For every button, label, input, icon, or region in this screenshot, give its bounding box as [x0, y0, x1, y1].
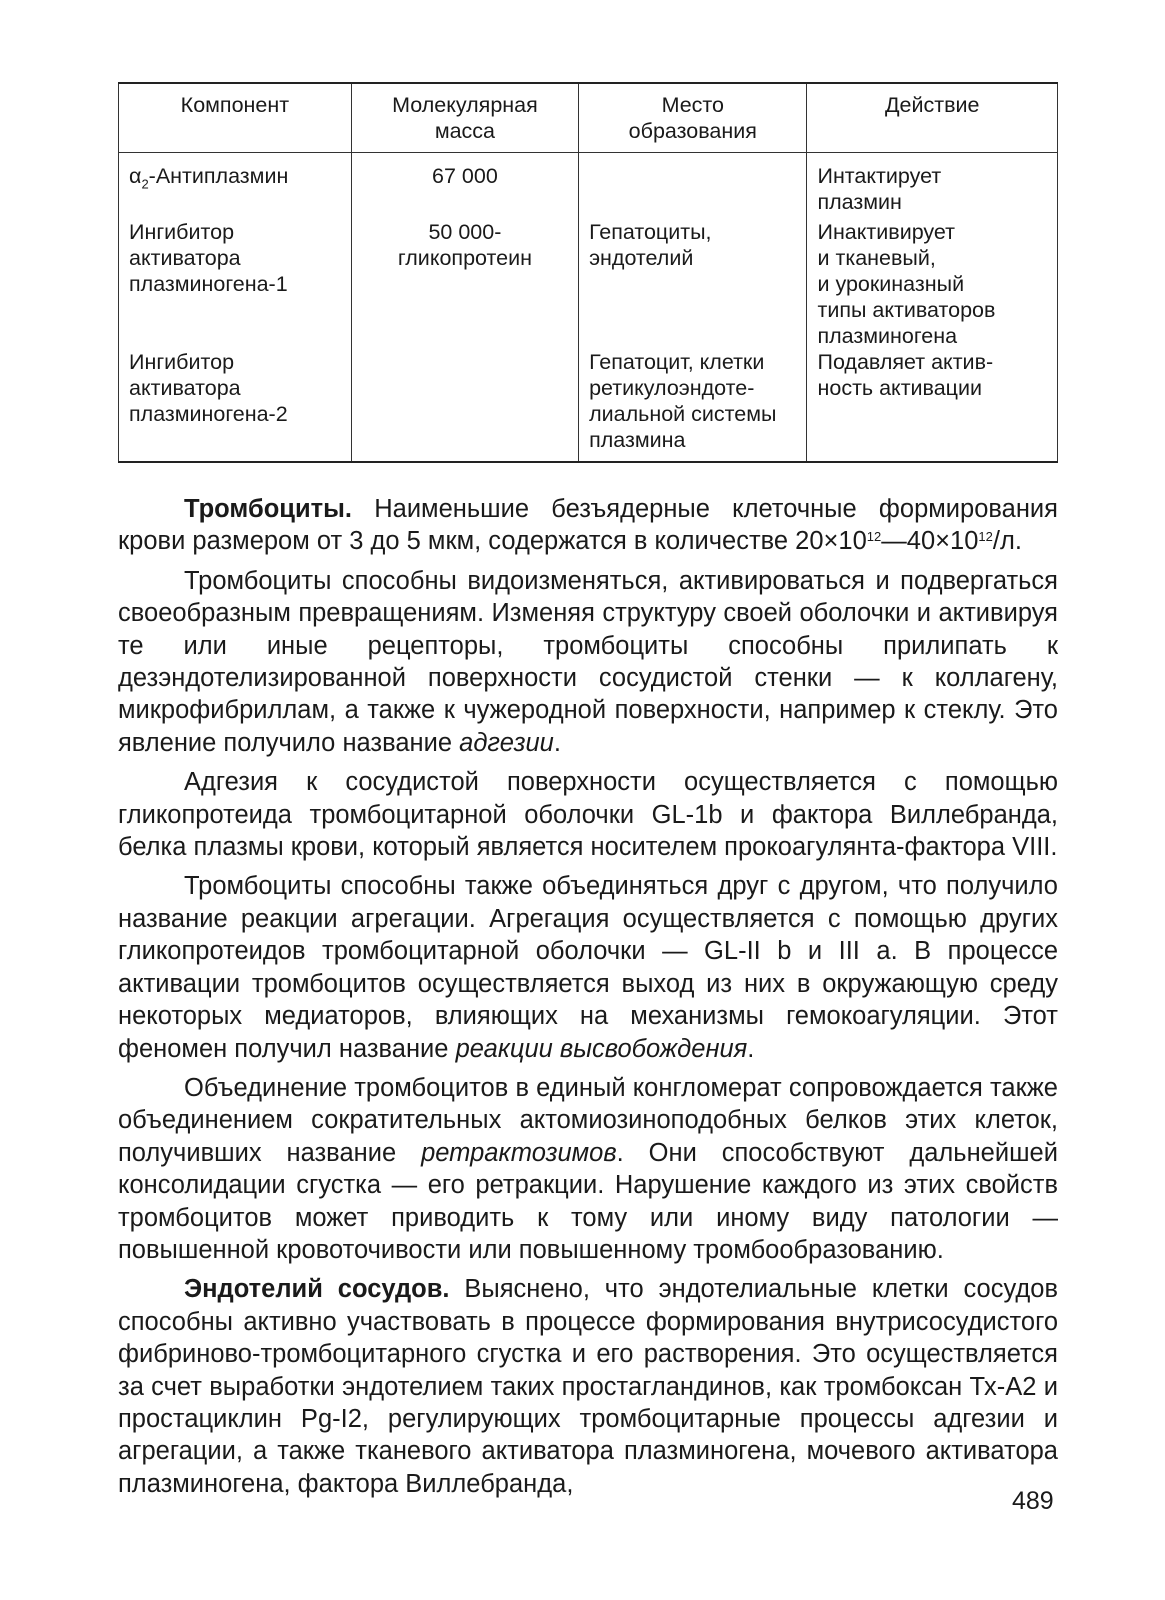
header-action: Действие — [807, 83, 1058, 153]
cell-action: Интактирует плазмин — [807, 153, 1058, 220]
term-retractozymes: ретрактозимов — [421, 1138, 617, 1167]
cell-place: Гепатоциты, эндотелий — [579, 219, 807, 349]
page-number: 489 — [1012, 1487, 1054, 1515]
cell-action: Инактивирует и тканевый, и урокиназный типы активаторов плазминогена — [807, 219, 1058, 349]
section-heading-platelets: Тромбоциты. — [184, 495, 352, 523]
cell-action: Подавляет актив- ность активации — [807, 349, 1058, 462]
header-mass: Молекулярная масса — [351, 83, 578, 153]
cell-mass: 67 000 — [351, 153, 578, 220]
cell-mass: 50 000- гликопротеин — [351, 219, 578, 349]
cell-component: $\alpha_2$-Антиплазмин — [119, 153, 352, 220]
header-component: Компонент — [119, 83, 352, 153]
table-row — [119, 349, 1058, 462]
table-header-row — [119, 83, 1058, 153]
paragraph-adhesion: Тромбоциты способны видоизменяться, активироваться и подвергаться своеобразным превращениям. Изменяя структуру своей оболочки и активируя те или иные рецепторы, тромбоциты способны прилипать к дезэндотелизированной поверхности сосудистой стенки — к коллагену, микрофибриллам, а также к чужеродной поверхности, например к стеклу. Это явление получило название адгезии. — [118, 566, 1058, 757]
term-release-reaction: реакции высвобождения — [455, 1034, 748, 1063]
header-place: Место образования — [579, 83, 807, 153]
table-row — [119, 153, 1058, 220]
paragraph-adhesion-mechanism: Адгезия к сосудистой поверхности осуществляется с помощью гликопротеида тромбоцитарной оболочки GL-1b и фактора Виллебранда, белка плазмы крови, который является носителем прокоагулянта-фактора VIII. — [118, 768, 1058, 862]
cell-component: Ингибитор активатора плазминогена-1 — [119, 219, 352, 349]
body-text — [118, 493, 1058, 1500]
cell-place — [579, 153, 807, 220]
paragraph-retraction: Объединение тромбоцитов в единый конгломерат сопровождается также объединением сократительных актомиозиноподобных белков этих клеток, получивших название ретрактозимов. Они способствуют дальнейшей консолидации сгустка — его ретракции. Нарушение каждого из этих свойств тромбоцитов может приводить к тому или иному виду патологии — повышенной кровоточивости или повышенному тромбообразованию. — [118, 1073, 1058, 1264]
cell-component: Ингибитор активатора плазминогена-2 — [119, 349, 352, 462]
paragraph-aggregation: Тромбоциты способны также объединяться друг с другом, что получило название реакции агрегации. Агрегация осуществляется с помощью других гликопротеидов тромбоцитарной оболочки — GL-II b и III a. В процессе активации тромбоцитов осуществляется выход из них в окружающую среду некоторых медиаторов, влияющих на механизмы гемокоагуляции. Этот феномен получил название реакции высвобождения. — [118, 872, 1058, 1063]
term-adhesion: адгезии — [459, 728, 554, 757]
page-content — [118, 82, 1058, 1507]
fibrinolysis-inhibitors-table — [118, 82, 1058, 463]
cell-place: Гепатоцит, клетки ретикулоэндоте- лиальной системы плазмина — [579, 349, 807, 462]
cell-mass — [351, 349, 578, 462]
table-row — [119, 219, 1058, 349]
section-heading-endothelium: Эндотелий сосудов. — [184, 1275, 450, 1304]
paragraph-platelets: Тромбоциты. Наименьшие безъядерные клеточные формирования крови размером от 3 до 5 мкм, содержатся в количестве $20\times 10^{12}—40\times 10^{12}/л$. — [118, 495, 1058, 556]
paragraph-endothelium: Эндотелий сосудов. Выяснено, что эндотелиальные клетки сосудов способны активно участвовать в процессе формирования внутрисосудистого фибриново-тромбоцитарного сгустка и его растворения. Это осуществляется за счет выработки эндотелием таких простагландинов, как тромбоксан Тх-А2 и простациклин Pg-I2, регулирующих тромбоцитарные процессы адгезии и агрегации, а также тканевого активатора плазминогена, мочевого активатора плазминогена, фактора Виллебранда, — [118, 1275, 1058, 1498]
